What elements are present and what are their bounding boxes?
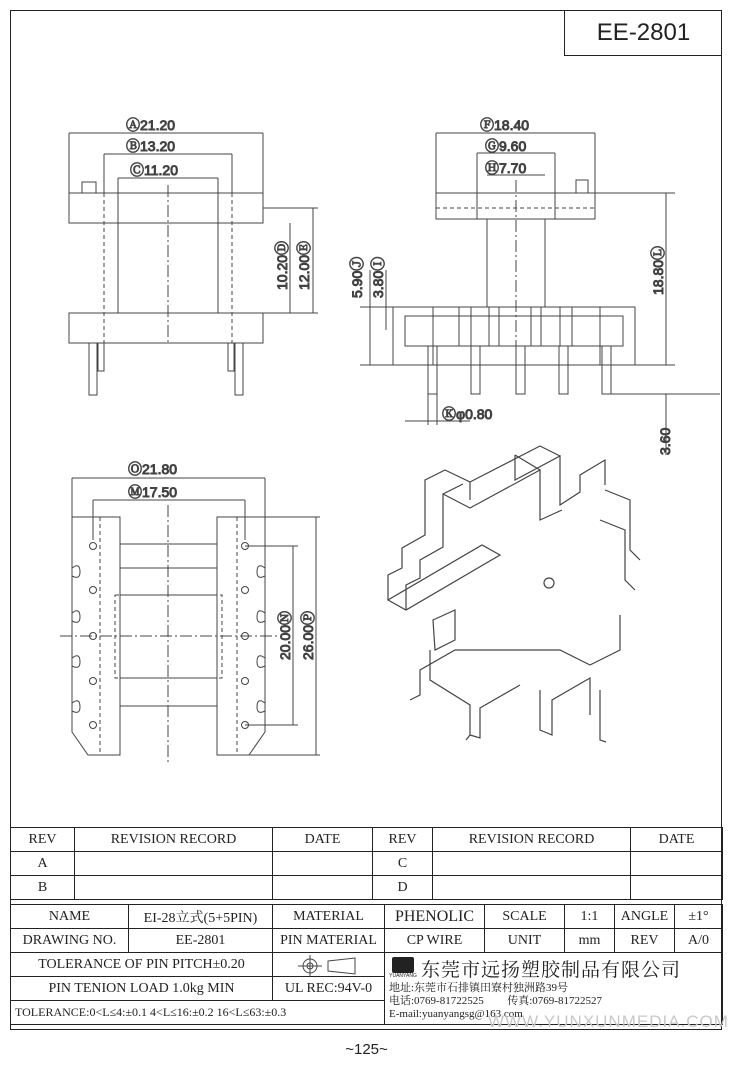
record-cell xyxy=(75,876,273,900)
dim-H: Ⓗ7.70 xyxy=(485,160,527,176)
rev-value: A/0 xyxy=(675,929,723,953)
record-cell xyxy=(433,876,631,900)
rev-cell: B xyxy=(11,876,75,900)
dim-F: Ⓕ18.40 xyxy=(480,117,530,133)
dim-A: Ⓐ21.20 xyxy=(126,117,176,133)
rev-cell: A xyxy=(11,852,75,876)
revision-table xyxy=(10,827,723,900)
pin-material-value: CP WIRE xyxy=(385,929,485,953)
dim-K: Ⓚφ0.80 xyxy=(442,406,493,422)
revision-record-header: REVISION RECORD xyxy=(75,828,273,852)
dim-I: 3.80Ⓘ xyxy=(370,256,386,298)
date-header-2: DATE xyxy=(631,828,723,852)
rev-header: REV xyxy=(11,828,75,852)
part-number-box: EE-2801 xyxy=(564,10,722,56)
rev-header-2: REV xyxy=(373,828,433,852)
dim-C: Ⓒ11.20 xyxy=(130,162,178,178)
pin-material-label: PIN MATERIAL xyxy=(273,929,385,953)
pin-tension: PIN TENION LOAD 1.0kg MIN xyxy=(11,977,273,1001)
dim-P: 26.00Ⓟ xyxy=(300,610,316,660)
dim-E: 12.00Ⓔ xyxy=(296,240,312,290)
dim-G: Ⓖ9.60 xyxy=(485,138,527,154)
title-block xyxy=(10,904,723,1025)
dim-N: 20.00Ⓝ xyxy=(277,610,293,660)
revision-header-row xyxy=(11,828,723,852)
scale-value: 1:1 xyxy=(565,905,615,929)
company-name: 东莞市远扬塑胶制品有限公司 xyxy=(421,960,682,981)
name-value: EI-28立式(5+5PIN) xyxy=(129,905,273,929)
dim-D: 10.20Ⓓ xyxy=(274,240,290,290)
page-number: ~125~ xyxy=(345,1041,388,1058)
ul-rec: UL REC:94V-0 xyxy=(273,977,385,1001)
drawing-no-label: DRAWING NO. xyxy=(11,929,129,953)
angle-label: ANGLE xyxy=(615,905,675,929)
dim-K3: 3.60 xyxy=(657,427,673,455)
unit-value: mm xyxy=(565,929,615,953)
scale-label: SCALE xyxy=(485,905,565,929)
rev-label: REV xyxy=(615,929,675,953)
record-cell xyxy=(75,852,273,876)
dim-M: Ⓜ17.50 xyxy=(128,484,178,500)
watermark: WWW.YUNXUNMEDIA.COM xyxy=(488,1012,729,1031)
rev-cell: C xyxy=(373,852,433,876)
company-address: 地址:东莞市石排镇田寮村独洲路39号 xyxy=(389,982,569,994)
company-email: E-mail:yuanyangsg@163.com xyxy=(389,1008,523,1020)
projection-cell xyxy=(273,953,385,977)
revision-row xyxy=(11,852,723,876)
rev-cell: D xyxy=(373,876,433,900)
isometric-view xyxy=(388,446,640,742)
revision-record-header-2: REVISION RECORD xyxy=(433,828,631,852)
drawing-no-value: EE-2801 xyxy=(129,929,273,953)
date-cell xyxy=(631,852,723,876)
record-cell xyxy=(433,852,631,876)
tolerance-general: TOLERANCE:0<L≤4:±0.1 4<L≤16:±0.2 16<L≤63:±0.3 xyxy=(11,1001,385,1025)
name-label: NAME xyxy=(11,905,129,929)
dim-B: Ⓑ13.20 xyxy=(126,138,176,154)
unit-label: UNIT xyxy=(485,929,565,953)
date-header: DATE xyxy=(273,828,373,852)
company-phone: 电话:0769-81722525 xyxy=(389,995,484,1007)
angle-value: ±1° xyxy=(675,905,723,929)
dim-J: 5.90Ⓙ xyxy=(349,256,365,298)
company-fax: 传真:0769-81722527 xyxy=(507,995,602,1007)
revision-row xyxy=(11,876,723,900)
company-logo xyxy=(389,957,417,981)
material-value: PHENOLIC xyxy=(385,905,485,929)
tolerance-pitch: TOLERANCE OF PIN PITCH±0.20 xyxy=(11,953,273,977)
dim-L: 18.80Ⓛ xyxy=(650,245,666,295)
side-view xyxy=(360,133,720,455)
date-cell xyxy=(631,876,723,900)
dim-O: Ⓞ21.80 xyxy=(128,461,178,477)
material-label: MATERIAL xyxy=(273,905,385,929)
date-cell xyxy=(273,876,373,900)
logo-text: YUANYANG xyxy=(389,972,417,979)
date-cell xyxy=(273,852,373,876)
